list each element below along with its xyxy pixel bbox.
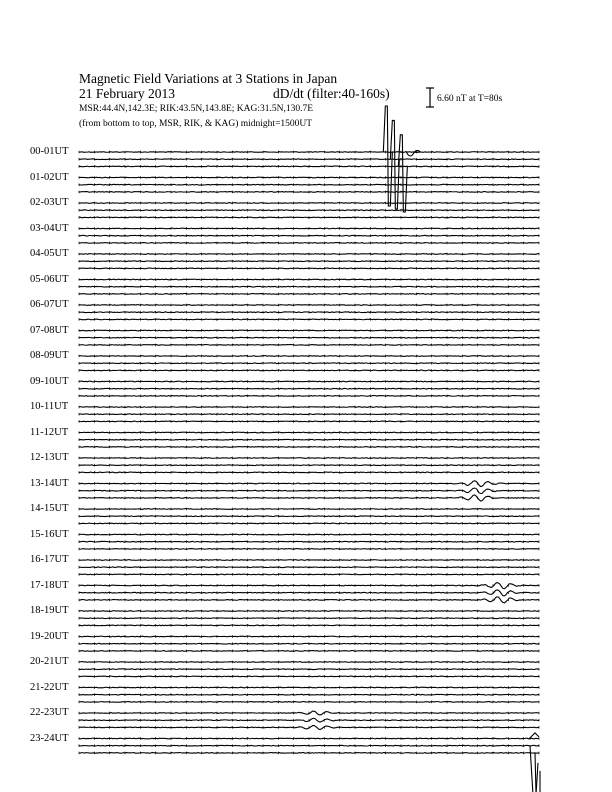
row-16-17UT: [79, 559, 539, 576]
row-04-05UT: [79, 253, 539, 270]
row-02-03UT: [79, 202, 539, 219]
row-20-21UT: [79, 661, 539, 678]
row-label-13-14UT: 13-14UT: [30, 477, 69, 489]
row-22-23UT: [79, 711, 539, 729]
row-label-00-01UT: 00-01UT: [30, 146, 69, 157]
spike-tail: [406, 151, 420, 157]
row-label-17-18UT: 17-18UT: [30, 579, 69, 591]
row-label-16-17UT: 16-17UT: [30, 554, 69, 565]
row-06-07UT: [79, 304, 539, 321]
row-09-10UT: [79, 380, 539, 397]
row-label-12-13UT: 12-13UT: [30, 452, 69, 463]
row-23-24UT: [79, 733, 540, 792]
row-label-09-10UT: 09-10UT: [30, 375, 69, 387]
row-label-11-12UT: 11-12UT: [30, 426, 69, 438]
row-label-03-04UT: 03-04UT: [30, 222, 69, 234]
row-13-14UT: [79, 481, 539, 501]
row-08-09UT: [79, 355, 539, 372]
row-label-18-19UT: 18-19UT: [30, 605, 69, 616]
row-label-08-09UT: 08-09UT: [30, 350, 69, 361]
row-03-04UT: [79, 227, 539, 244]
row-10-11UT: [79, 406, 539, 423]
row-11-12UT: [79, 431, 539, 448]
row-00-01UT: [79, 106, 539, 212]
row-15-16UT: [79, 533, 539, 550]
row-label-01-02UT: 01-02UT: [30, 171, 69, 183]
row-label-19-20UT: 19-20UT: [30, 630, 69, 642]
row-label-06-07UT: 06-07UT: [30, 299, 69, 310]
row-07-08UT: [79, 329, 539, 346]
row-12-13UT: [79, 457, 539, 474]
scale-bar: [426, 88, 434, 107]
row-label-20-21UT: 20-21UT: [30, 656, 69, 667]
row-label-05-06UT: 05-06UT: [30, 273, 69, 285]
row-01-02UT: [79, 176, 539, 193]
row-label-07-08UT: 07-08UT: [30, 324, 69, 336]
spike-MSR: [398, 135, 407, 212]
row-label-04-05UT: 04-05UT: [30, 248, 69, 259]
row-label-14-15UT: 14-15UT: [30, 503, 69, 514]
chart-title: Magnetic Field Variations at 3 Stations in Japan: [79, 71, 338, 86]
row-14-15UT: [79, 508, 539, 525]
row-05-06UT: [79, 278, 539, 295]
row-label-21-22UT: 21-22UT: [30, 681, 69, 693]
row-19-20UT: [79, 635, 539, 652]
row-17-18UT: [79, 583, 539, 603]
row-21-22UT: [79, 686, 539, 703]
spike-KAG: [529, 733, 539, 739]
row-label-15-16UT: 15-16UT: [30, 528, 69, 540]
row-label-02-03UT: 02-03UT: [30, 197, 69, 208]
station-coordinates: MSR:44.4N,142.3E; RIK:43.5N,143.8E; KAG:31.5N,130.7E: [79, 104, 314, 114]
chart-quantity: dD/dt (filter:40-160s): [273, 86, 390, 101]
row-label-23-24UT: 23-24UT: [30, 732, 69, 744]
station-order-note: (from bottom to top, MSR, RIK, & KAG) midnight=1500UT: [79, 119, 313, 129]
row-18-19UT: [79, 610, 539, 627]
scale-label: 6.60 nT at T=80s: [437, 94, 503, 104]
chart-date: 21 February 2013: [79, 86, 175, 101]
row-label-10-11UT: 10-11UT: [30, 401, 69, 412]
row-label-22-23UT: 22-23UT: [30, 707, 69, 718]
